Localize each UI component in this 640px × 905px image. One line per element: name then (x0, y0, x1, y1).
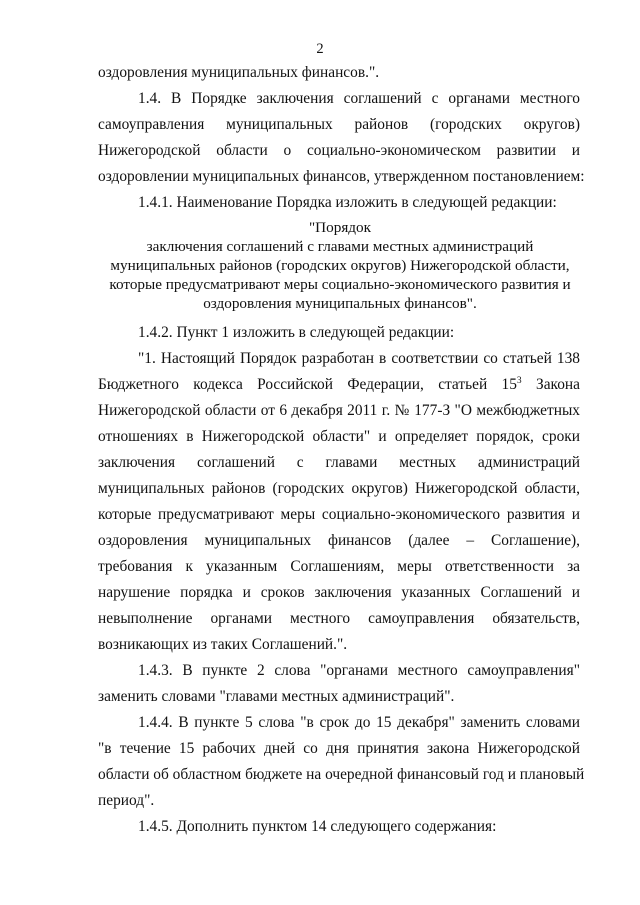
quoted-title-line: которые предусматривают меры социально-экономического развития и (109, 276, 571, 293)
text-line (98, 372, 580, 398)
text-line: Нижегородской области о социально-экономическом развитии и (98, 142, 580, 159)
text-line: нарушение порядка и сроков заключения указанных Соглашений и (98, 584, 580, 601)
quoted-title-line: заключения соглашений с главами местных администраций (146, 238, 534, 255)
quoted-title-line: оздоровления муниципальных финансов". (203, 295, 477, 312)
text-line: 1.4.4. В пункте 5 слова "в срок до 15 декабря" заменить словами (138, 714, 580, 731)
text-line: заключения соглашений с главами местных администраций (98, 454, 580, 471)
text-line: невыполнение органами местного самоуправления обязательств, (98, 610, 580, 627)
text-line: отношениях в Нижегородской области" и определяет порядок, сроки (98, 428, 580, 445)
text-line: "1. Настоящий Порядок разработан в соответствии со статьей 138 (138, 350, 580, 367)
page-number: 2 (316, 41, 324, 57)
text-line: "в течение 15 рабочих дней со дня принятия закона Нижегородской (98, 740, 580, 757)
text-line: муниципальных районов (городских округов) Нижегородской области, (98, 480, 580, 497)
text-line: 1.4.1. Наименование Порядка изложить в следующей редакции: (138, 194, 557, 211)
text-fragment: Закона (521, 376, 580, 393)
text-line: оздоровления муниципальных финансов (далее – Соглашение), (98, 532, 580, 549)
text-line: которые предусматривают меры социально-экономического развития и (98, 506, 580, 523)
text-line: Нижегородской области от 6 декабря 2011 г. № 177-З "О межбюджетных (98, 402, 580, 419)
text-line: требования к указанным Соглашениям, меры ответственности за (98, 558, 580, 575)
text-fragment: Бюджетного кодекса Российской Федерации, статьей 15 (98, 376, 517, 393)
text-line: 1.4.2. Пункт 1 изложить в следующей редакции: (138, 324, 455, 341)
text-line: оздоровления муниципальных финансов.". (98, 64, 380, 81)
text-line: области об областном бюджете на очередной финансовый год и плановый (98, 766, 585, 783)
text-line: оздоровлении муниципальных финансов, утвержденном постановлением: (98, 168, 585, 185)
quoted-title-line: муниципальных районов (городских округов) Нижегородской области, (110, 257, 570, 274)
text-line: период". (98, 792, 155, 809)
text-line: самоуправления муниципальных районов (городских округов) (98, 116, 580, 133)
text-line: 1.4.5. Дополнить пунктом 14 следующего содержания: (138, 818, 497, 835)
superscript: 3 (516, 376, 522, 386)
text-line: заменить словами "главами местных администраций". (98, 688, 455, 705)
text-line: возникающих из таких Соглашений.". (98, 636, 348, 653)
quoted-title-line: "Порядок (308, 219, 372, 236)
text-line: 1.4. В Порядке заключения соглашений с органами местного (138, 90, 580, 107)
text-line: 1.4.3. В пункте 2 слова "органами местного самоуправления" (138, 662, 580, 679)
